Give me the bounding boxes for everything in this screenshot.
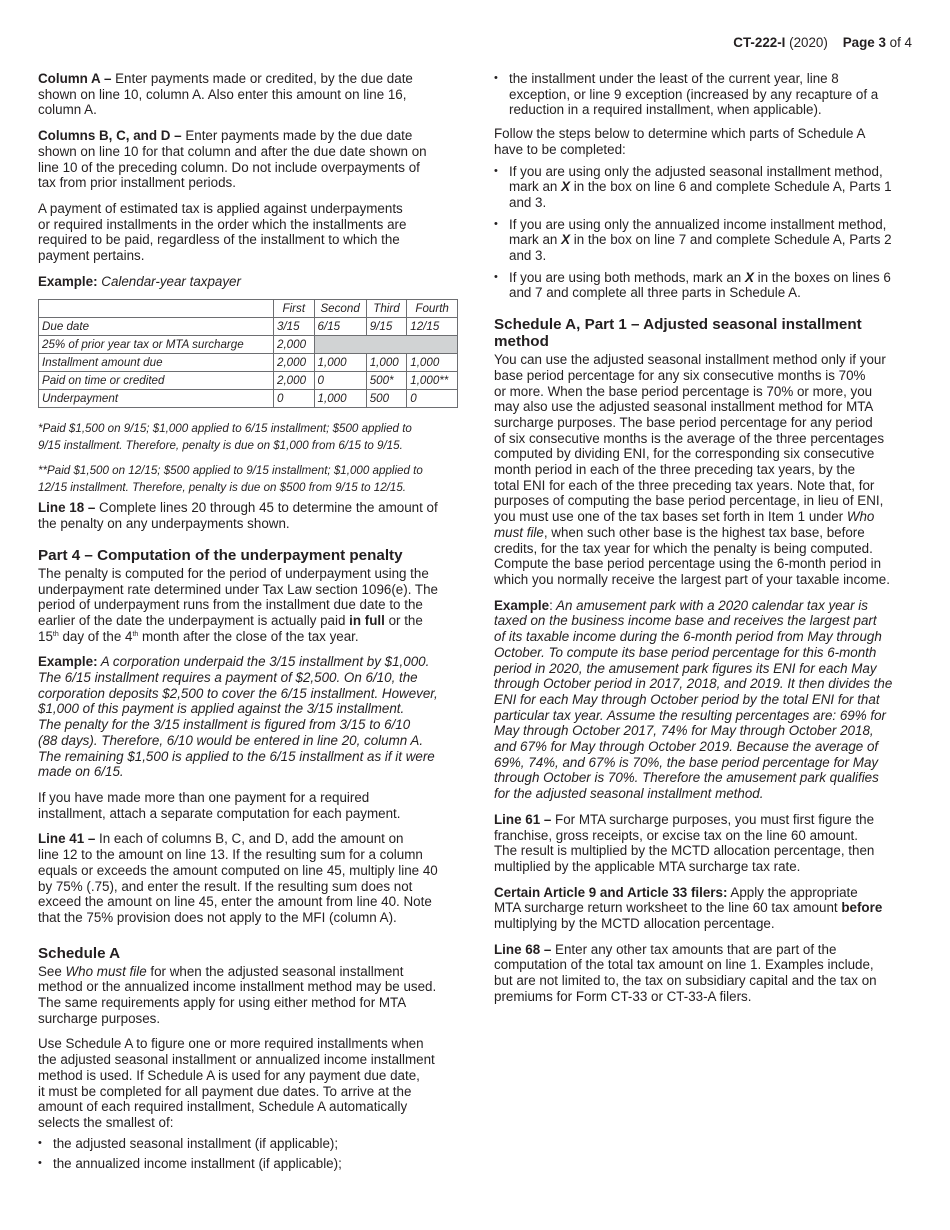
form-year: (2020): [789, 35, 828, 50]
left-column: [38, 71, 463, 1180]
article-filers-instructions: Certain Article 9 and Article 33 filers: Apply the appropriate MTA surcharge return worksheet to the line 60 tax amount before multiplying by the MCTD allocation percentage.: [494, 884, 883, 932]
schedule-a-heading: Schedule A: [38, 944, 121, 962]
footnote-double-asterisk: **Paid $1,500 on 12/15; $500 applied to 9/15 installment; $1,000 applied to 12/15 installment. Therefore, penalty is due on $500 from 9/15 to 12/15.: [38, 464, 423, 495]
line-41-instructions: Line 41 – In each of columns B, C, and D, add the amount on line 12 to the amount on line 13. If the resulting sum for a column equals or exceeds the amount computed on line 45, multiply line 40 by 75% (.75), and enter the result. If the resulting sum does not exceed the amount on line 45, enter the amount from line 40. Note that the 75% provision does not apply to the MFI (column A).: [38, 831, 438, 925]
list-item: • the adjusted seasonal installment (if applicable);: [38, 1136, 463, 1152]
table-row: Paid on time or credited 2,000 0 500* 1,000**: [39, 372, 458, 390]
line-61-instructions: Line 61 – For MTA surcharge purposes, you must first figure the franchise, gross receipts, or excise tax on the line 60 amount. The result is multiplied by the MCTD allocation percentage, then multiplied by the applicable MTA surcharge tax rate.: [494, 811, 875, 874]
line-18-instructions: Line 18 – Complete lines 20 through 45 to determine the amount of the penalty on any underpayments shown.: [38, 500, 438, 532]
schedule-a-paragraph-2: Use Schedule A to figure one or more required installments when the adjusted seasonal installment or annualized income installment method is used. If Schedule A is used for any payment due date, it must be completed for all payment due dates. To arrive at the amount of each required installment, Schedule A automatically selects the smallest of:: [38, 1036, 435, 1130]
part-4-example: Example: A corporation underpaid the 3/15 installment by $1,000. The 6/15 installment requires a payment of $2,500. On 6/10, the corporation deposits $2,500 to cover the 6/15 installment. However, $1,000 of this payment is applied against the 3/15 installment. The penalty for the 3/15 installment is figured from 3/15 to 6/10 (88 days). Therefore, 6/10 would be entered in line 20, column A. The remaining $1,500 is applied to the 6/15 installment as if it were made on 6/15.: [38, 654, 438, 780]
table-row: Installment amount due 2,000 1,000 1,000 1,000: [39, 354, 458, 372]
list-item: • If you are using only the annualized income installment method, mark an X in the box on line 7 and complete Schedule A, Parts 2 and 3.: [494, 217, 919, 264]
list-item: • the installment under the least of the current year, line 8 exception, or line 9 exception (increased by any recapture of a reduction in a required installment, when applicable).: [494, 71, 919, 118]
example-installment-table: [38, 299, 458, 408]
table-row: Due date 3/15 6/15 9/15 12/15: [39, 318, 458, 336]
page-total: of 4: [889, 35, 912, 50]
page-header: [733, 35, 912, 51]
part-1-example: Example: An amusement park with a 2020 calendar tax year is taxed on the business income base and receives the largest part of its taxable income during the 6-month period from May through October. To compute its base period percentage for this 6-month period in 2020, the amusement park figures its ENI for each May through October period in 2017, 2018, and 2019. It then divides the ENI for each May through October period by the total ENI for that particular tax year. Assume the resulting percentages are: 69% for May through October 2017, 74% for May through October 2018, and 67% for May through October 2019. Because the average of 69%, 74%, and 67% is 70%, the base period percentage for May through October is 70%. Therefore the amusement park qualifies for the adjusted seasonal installment method.: [494, 597, 893, 802]
list-item: • the annualized income installment (if applicable);: [38, 1156, 463, 1172]
example-heading: Example: Calendar-year taxpayer: [38, 273, 241, 289]
page-number: Page 3: [842, 35, 886, 50]
part-1-paragraph: You can use the adjusted seasonal installment method only if your base period percentage for any six consecutive months is 70% or more. When the base period percentage is 70% or more, you may also use the adjusted seasonal installment method for MTA surcharge purposes. The base period percentage for any period of six consecutive months is the average of the three percentages computed by dividing ENI, for the corresponding six consecutive month period in each of the three preceding tax years, by the total ENI for each of the three preceding tax years. Note that, for purposes of computing the base period percentage, in lieu of ENI, you must use one of the tax bases set forth in Item 1 under Who must file, when such other base is the highest tax base, before credits, for the tax year for which the penalty is being computed. Compute the base period percentage using the 6-month period in which you normally receive the largest part of your taxable income.: [494, 352, 890, 587]
payment-applied-paragraph: A payment of estimated tax is applied against underpayments or required installments in the order which the installments are required to be paid, regardless of the installment to which the payment pertains.: [38, 200, 407, 264]
table-row: 25% of prior year tax or MTA surcharge 2,000: [39, 336, 458, 354]
part-4-heading: Part 4 – Computation of the underpayment penalty: [38, 546, 403, 564]
column-a-label: Column A –: [38, 71, 112, 86]
shaded-cell: [314, 336, 457, 354]
schedule-a-paragraph-1: See Who must file for when the adjusted seasonal installment method or the annualized income installment method may be used. The same requirements apply for using either method for MTA surcharge purposes.: [38, 963, 437, 1026]
part-4-paragraph: The penalty is computed for the period of underpayment using the underpayment rate determined under Tax Law section 1096(e). The period of underpayment runs from the installment due date to the earlier of the date the underpayment is actually paid in full or the 15th day of the 4th month after the close of the tax year.: [38, 565, 438, 644]
table-header-row: First Second Third Fourth: [39, 300, 458, 318]
list-item: • If you are using only the adjusted seasonal installment method, mark an X in the box on line 6 and complete Schedule A, Parts 1 and 3.: [494, 164, 919, 211]
form-id: CT-222-I: [733, 35, 786, 50]
columns-bcd-label: Columns B, C, and D –: [38, 128, 182, 144]
table-row: Underpayment 0 1,000 500 0: [39, 390, 458, 408]
multiple-payments-paragraph: If you have made more than one payment for a required installment, attach a separate computation for each payment.: [38, 789, 401, 821]
list-item: • If you are using both methods, mark an X in the boxes on lines 6 and 7 and complete all three parts in Schedule A.: [494, 270, 919, 301]
line-68-instructions: Line 68 – Enter any other tax amounts that are part of the computation of the total tax amount on line 1. Examples include, but are not limited to, the tax on subsidiary capital and the tax on premiums for Form CT-33 or CT-33-A filers.: [494, 941, 877, 1004]
footnote-single-asterisk: *Paid $1,500 on 9/15; $1,000 applied to 6/15 installment; $500 applied to 9/15 installment. Therefore, penalty is due on $1,000 from 6/15 to 9/15.: [38, 422, 412, 453]
schedule-a-part-1-heading: Schedule A, Part 1 – Adjusted seasonal installment method: [494, 316, 862, 351]
right-column: [494, 71, 919, 1015]
columns-bcd-instructions: Columns B, C, and D – Enter payments made by the due date shown on line 10 for that column and after the due date shown on line 10 of the preceding column. Do not include overpayments of tax from prior installment periods.: [38, 128, 427, 191]
follow-steps-paragraph: Follow the steps below to determine which parts of Schedule A have to be completed:: [494, 126, 866, 157]
column-a-instructions: Column A – Enter payments made or credited, by the due date shown on line 10, column A. Also enter this amount on line 16, column A.: [38, 71, 413, 118]
